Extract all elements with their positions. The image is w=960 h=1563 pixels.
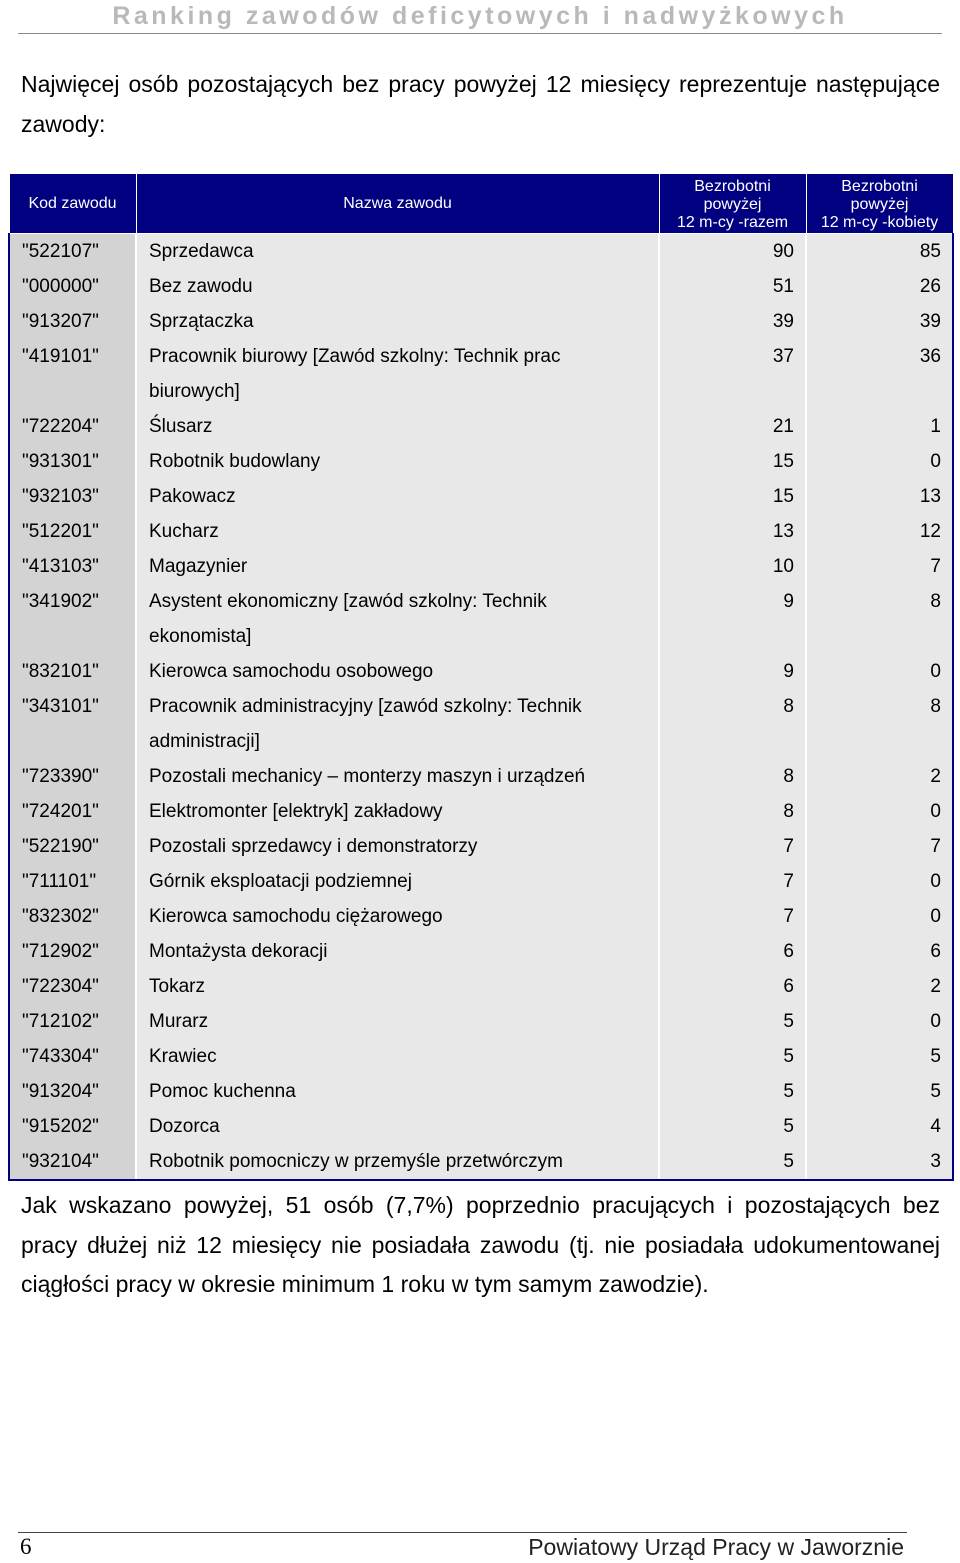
cell-women: 0 (806, 444, 953, 479)
cell-women: 2 (806, 969, 953, 1004)
cell-name: Kierowca samochodu ciężarowego (136, 899, 659, 934)
cell-code: "723390" (9, 759, 136, 794)
cell-total: 7 (659, 864, 806, 899)
table-row (9, 969, 953, 1004)
table-row (9, 829, 953, 864)
cell-women: 85 (806, 234, 953, 270)
cell-code: "915202" (9, 1109, 136, 1144)
cell-total: 5 (659, 1109, 806, 1144)
cell-name: Sprzątaczka (136, 304, 659, 339)
header-total-line: powyżej (703, 196, 762, 213)
cell-women: 0 (806, 864, 953, 899)
header-women-line: 12 m-cy -kobiety (820, 214, 939, 231)
table-body (9, 234, 953, 1181)
cell-name: Pozostali sprzedawcy i demonstratorzy (136, 829, 659, 864)
table-row (9, 549, 953, 584)
header-name: Nazwa zawodu (136, 174, 659, 234)
cell-total: 90 (659, 234, 806, 270)
cell-code: "832101" (9, 654, 136, 689)
cell-name: Kucharz (136, 514, 659, 549)
cell-code: "512201" (9, 514, 136, 549)
cell-name: Dozorca (136, 1109, 659, 1144)
cell-women: 2 (806, 759, 953, 794)
table-row (9, 899, 953, 934)
table-row (9, 269, 953, 304)
table-row (9, 794, 953, 829)
cell-total: 5 (659, 1004, 806, 1039)
cell-women: 12 (806, 514, 953, 549)
table-row (9, 514, 953, 549)
cell-code: "343101" (9, 689, 136, 759)
cell-name: Pozostali mechanicy – monterzy maszyn i urządzeń (136, 759, 659, 794)
cell-total: 21 (659, 409, 806, 444)
table-row (9, 934, 953, 969)
footer-organization: Powiatowy Urząd Pracy w Jaworznie (528, 1534, 904, 1560)
cell-code: "722304" (9, 969, 136, 1004)
cell-total: 13 (659, 514, 806, 549)
cell-code: "712102" (9, 1004, 136, 1039)
header-women (806, 174, 953, 234)
cell-women: 3 (806, 1144, 953, 1180)
cell-name: Pracownik biurowy [Zawód szkolny: Technik prac biurowych] (136, 339, 659, 409)
page-number: 6 (20, 1534, 32, 1559)
cell-total: 7 (659, 829, 806, 864)
cell-code: "711101" (9, 864, 136, 899)
cell-name: Krawiec (136, 1039, 659, 1074)
cell-name: Robotnik pomocniczy w przemyśle przetwórczym (136, 1144, 659, 1180)
cell-name: Robotnik budowlany (136, 444, 659, 479)
header-total-line: Bezrobotni (694, 178, 771, 195)
cell-code: "522107" (9, 234, 136, 270)
cell-total: 15 (659, 444, 806, 479)
header-women-line: Bezrobotni (841, 178, 918, 195)
table-row (9, 759, 953, 794)
cell-code: "724201" (9, 794, 136, 829)
intro-paragraph: Najwięcej osób pozostających bez pracy powyżej 12 miesięcy reprezentuje następujące zawody: (21, 71, 940, 137)
header-total (659, 174, 806, 234)
cell-women: 5 (806, 1039, 953, 1074)
cell-women: 0 (806, 654, 953, 689)
table-row (9, 1004, 953, 1039)
cell-code: "722204" (9, 409, 136, 444)
table-row (9, 654, 953, 689)
cell-women: 7 (806, 549, 953, 584)
header-code: Kod zawodu (9, 174, 136, 234)
table-row (9, 444, 953, 479)
cell-women: 8 (806, 689, 953, 759)
cell-code: "000000" (9, 269, 136, 304)
cell-total: 6 (659, 934, 806, 969)
cell-name: Elektromonter [elektryk] zakładowy (136, 794, 659, 829)
cell-code: "832302" (9, 899, 136, 934)
cell-women: 13 (806, 479, 953, 514)
table-row (9, 689, 953, 759)
table-row (9, 1039, 953, 1074)
cell-women: 0 (806, 1004, 953, 1039)
table-header-row (9, 174, 953, 234)
cell-women: 7 (806, 829, 953, 864)
cell-total: 15 (659, 479, 806, 514)
cell-women: 0 (806, 794, 953, 829)
table-row (9, 234, 953, 270)
cell-total: 51 (659, 269, 806, 304)
table-row (9, 304, 953, 339)
cell-code: "712902" (9, 934, 136, 969)
cell-name: Tokarz (136, 969, 659, 1004)
cell-name: Bez zawodu (136, 269, 659, 304)
cell-women: 5 (806, 1074, 953, 1109)
cell-women: 36 (806, 339, 953, 409)
header-rule (18, 33, 942, 34)
cell-total: 5 (659, 1074, 806, 1109)
table-row (9, 584, 953, 654)
cell-code: "413103" (9, 549, 136, 584)
cell-women: 0 (806, 899, 953, 934)
cell-total: 8 (659, 689, 806, 759)
table-row (9, 1109, 953, 1144)
cell-total: 5 (659, 1144, 806, 1180)
header-women-line: powyżej (850, 196, 909, 213)
footer-rule (18, 1532, 907, 1533)
cell-name: Pomoc kuchenna (136, 1074, 659, 1109)
cell-code: "931301" (9, 444, 136, 479)
cell-code: "932104" (9, 1144, 136, 1180)
occupations-table (8, 173, 954, 1181)
cell-name: Magazynier (136, 549, 659, 584)
cell-women: 6 (806, 934, 953, 969)
cell-total: 9 (659, 584, 806, 654)
cell-total: 5 (659, 1039, 806, 1074)
table-row (9, 339, 953, 409)
cell-name: Asystent ekonomiczny [zawód szkolny: Technik ekonomista] (136, 584, 659, 654)
cell-code: "932103" (9, 479, 136, 514)
cell-total: 37 (659, 339, 806, 409)
cell-total: 7 (659, 899, 806, 934)
cell-name: Murarz (136, 1004, 659, 1039)
cell-name: Pracownik administracyjny [zawód szkolny: Technik administracji] (136, 689, 659, 759)
cell-name: Górnik eksploatacji podziemnej (136, 864, 659, 899)
cell-name: Sprzedawca (136, 234, 659, 270)
cell-women: 39 (806, 304, 953, 339)
header-total-line: 12 m-cy -razem (676, 214, 789, 231)
cell-code: "913207" (9, 304, 136, 339)
cell-code: "341902" (9, 584, 136, 654)
cell-women: 26 (806, 269, 953, 304)
cell-women: 8 (806, 584, 953, 654)
table-row (9, 1074, 953, 1109)
cell-name: Montażysta dekoracji (136, 934, 659, 969)
cell-women: 1 (806, 409, 953, 444)
cell-code: "522190" (9, 829, 136, 864)
cell-total: 9 (659, 654, 806, 689)
table-row (9, 864, 953, 899)
cell-name: Pakowacz (136, 479, 659, 514)
outro-paragraph: Jak wskazano powyżej, 51 osób (7,7%) poprzednio pracujących i pozostających bez pracy dłużej niż 12 miesięcy nie posiadała zawodu (tj. nie posiadała udokumentowanej ciągłości pracy w okresie minimum 1 roku w tym samym zawodzie). (21, 1192, 940, 1297)
cell-name: Ślusarz (136, 409, 659, 444)
cell-code: "743304" (9, 1039, 136, 1074)
cell-code: "419101" (9, 339, 136, 409)
table-row (9, 1144, 953, 1180)
table-row (9, 479, 953, 514)
cell-total: 39 (659, 304, 806, 339)
running-header-title: Ranking zawodów deficytowych i nadwyżkowych (112, 2, 848, 30)
cell-code: "913204" (9, 1074, 136, 1109)
cell-total: 8 (659, 794, 806, 829)
cell-total: 8 (659, 759, 806, 794)
cell-women: 4 (806, 1109, 953, 1144)
cell-total: 6 (659, 969, 806, 1004)
cell-name: Kierowca samochodu osobowego (136, 654, 659, 689)
cell-total: 10 (659, 549, 806, 584)
table-row (9, 409, 953, 444)
